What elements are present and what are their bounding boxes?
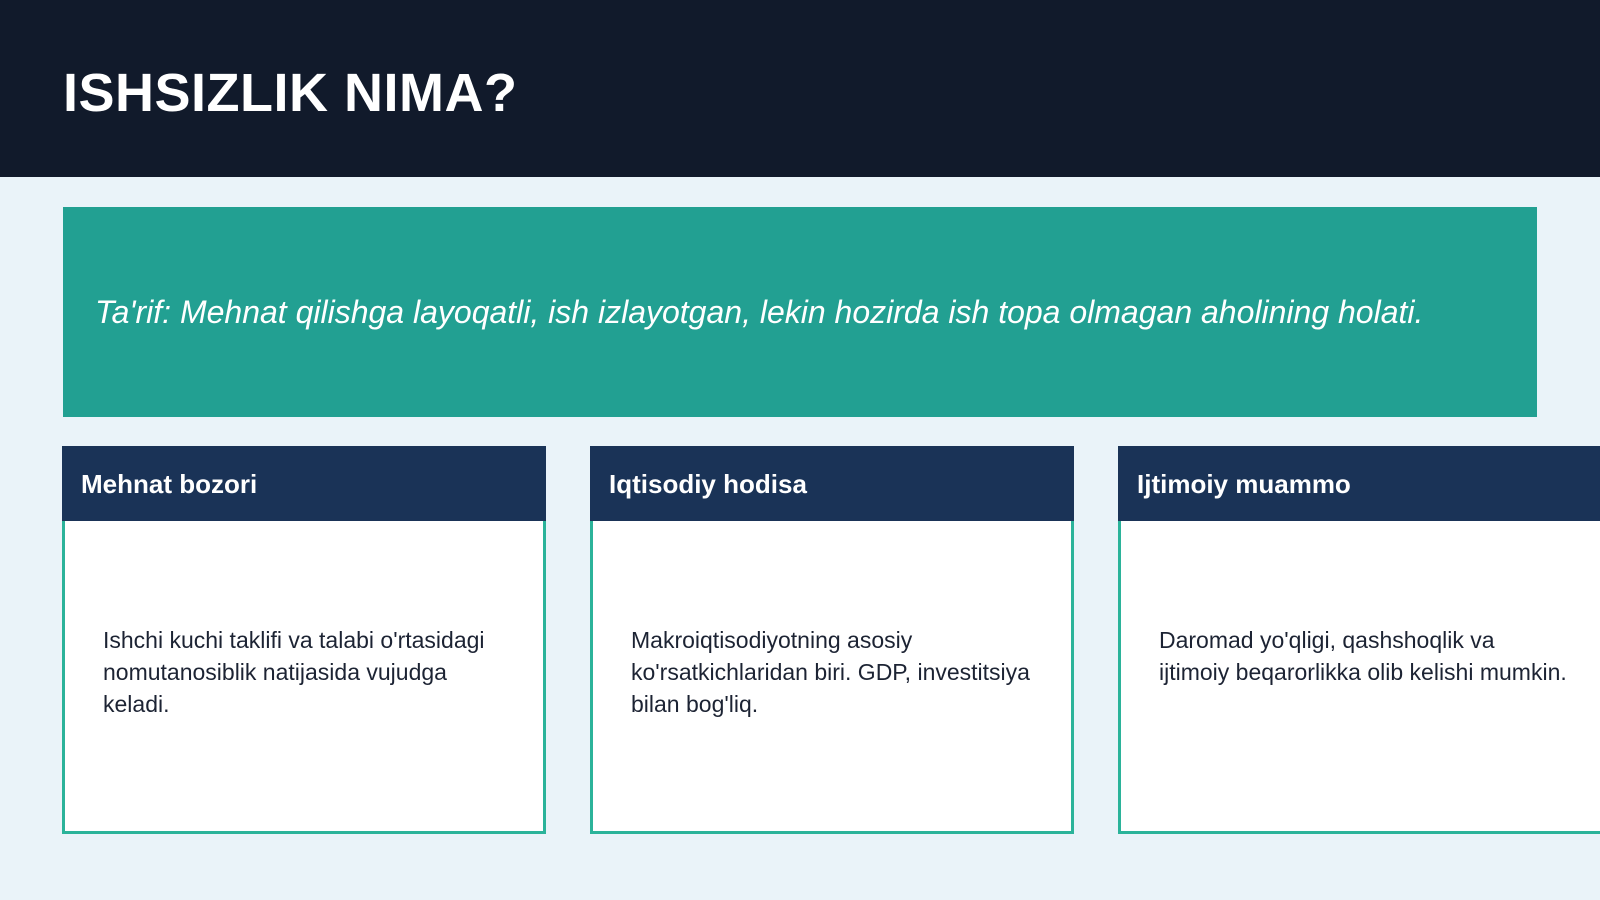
card-iqtisodiy-hodisa [590,446,1074,834]
card-header [1118,446,1600,521]
card-mehnat-bozori [62,446,546,834]
page-title: ISHSIZLIK NIMA? [63,63,518,123]
card-title: Mehnat bozori [81,468,258,499]
card-header [590,446,1074,521]
title-bar [0,0,1600,177]
card-text: Ishchi kuchi taklifi va talabi o'rtasidagi nomutanosiblik natijasida vujudga keladi. [103,627,485,717]
card-title: Ijtimoiy muammo [1137,468,1351,499]
card-text: Daromad yo'qligi, qashshoqlik va ijtimoiy beqarorlikka olib kelishi mumkin. [1159,627,1567,685]
definition-text: Ta'rif: Mehnat qilishga layoqatli, ish izlayotgan, lekin hozirda ish topa olmagan aholining holati. [95,294,1424,330]
card-header [62,446,546,521]
definition-box [63,207,1537,417]
card-ijtimoiy-muammo [1118,446,1600,834]
card-title: Iqtisodiy hodisa [609,468,807,499]
card-text: Makroiqtisodiyotning asosiy ko'rsatkichlaridan biri. GDP, investitsiya bilan bog'liq. [631,627,1030,717]
